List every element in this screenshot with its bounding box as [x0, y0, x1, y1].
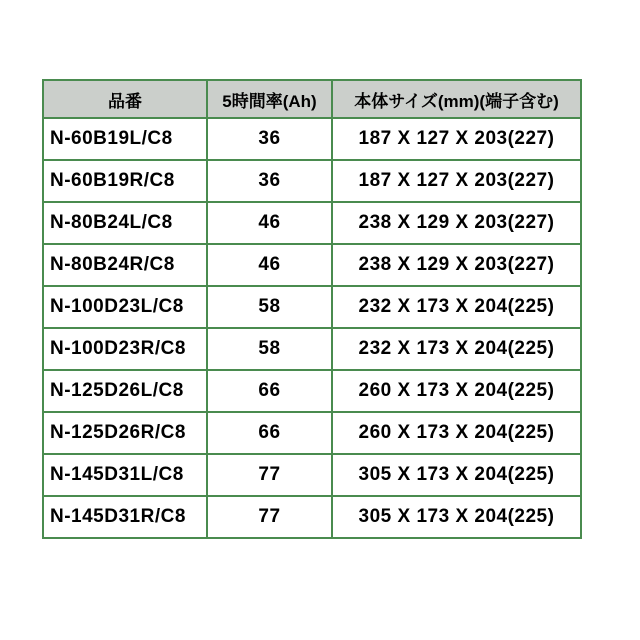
header-row	[43, 80, 581, 118]
size-cell: 187 X 127 X 203(227)	[332, 118, 581, 160]
capacity-cell: 58	[207, 328, 332, 370]
size-cell: 305 X 173 X 204(225)	[332, 454, 581, 496]
table-body	[43, 118, 581, 538]
table-row	[43, 244, 581, 286]
table-row	[43, 454, 581, 496]
capacity-cell: 36	[207, 118, 332, 160]
capacity-cell: 58	[207, 286, 332, 328]
size-cell: 232 X 173 X 204(225)	[332, 286, 581, 328]
size-cell: 187 X 127 X 203(227)	[332, 160, 581, 202]
capacity-cell: 77	[207, 454, 332, 496]
table-row	[43, 160, 581, 202]
part-number-cell: N-100D23L/C8	[43, 286, 207, 328]
part-number-cell: N-80B24L/C8	[43, 202, 207, 244]
part-number-cell: N-125D26L/C8	[43, 370, 207, 412]
part-number-cell: N-60B19R/C8	[43, 160, 207, 202]
size-cell: 305 X 173 X 204(225)	[332, 496, 581, 538]
table-header	[43, 80, 581, 118]
size-cell: 260 X 173 X 204(225)	[332, 370, 581, 412]
table-row	[43, 202, 581, 244]
capacity-cell: 66	[207, 412, 332, 454]
part-number-cell: N-80B24R/C8	[43, 244, 207, 286]
table-row	[43, 412, 581, 454]
table-row	[43, 118, 581, 160]
col-header-part-number: 品番	[43, 80, 207, 118]
table-row	[43, 370, 581, 412]
col-header-size: 本体サイズ(mm)(端子含む)	[332, 80, 581, 118]
capacity-cell: 46	[207, 244, 332, 286]
capacity-cell: 66	[207, 370, 332, 412]
size-cell: 238 X 129 X 203(227)	[332, 244, 581, 286]
size-cell: 260 X 173 X 204(225)	[332, 412, 581, 454]
part-number-cell: N-60B19L/C8	[43, 118, 207, 160]
part-number-cell: N-145D31L/C8	[43, 454, 207, 496]
col-header-capacity: 5時間率(Ah)	[207, 80, 332, 118]
capacity-cell: 46	[207, 202, 332, 244]
size-cell: 238 X 129 X 203(227)	[332, 202, 581, 244]
part-number-cell: N-100D23R/C8	[43, 328, 207, 370]
capacity-cell: 36	[207, 160, 332, 202]
part-number-cell: N-145D31R/C8	[43, 496, 207, 538]
table-row	[43, 328, 581, 370]
table-row	[43, 286, 581, 328]
battery-spec-table	[42, 79, 582, 539]
size-cell: 232 X 173 X 204(225)	[332, 328, 581, 370]
part-number-cell: N-125D26R/C8	[43, 412, 207, 454]
capacity-cell: 77	[207, 496, 332, 538]
table-row	[43, 496, 581, 538]
